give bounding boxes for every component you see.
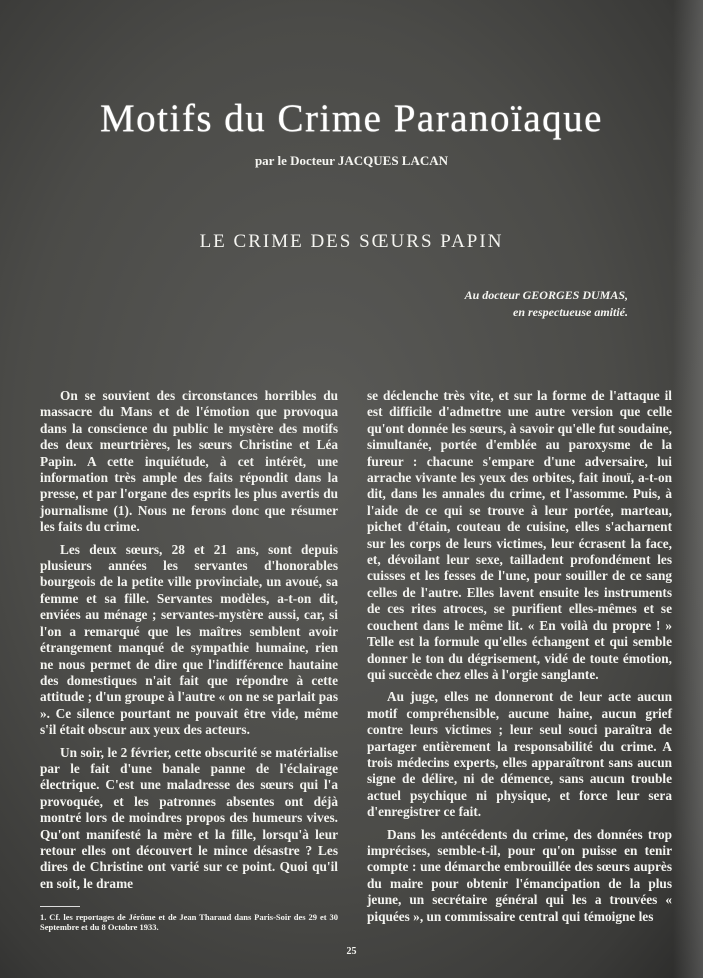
article-byline: par le Docteur JACQUES LACAN	[254, 153, 449, 168]
paragraph: On se souvient des circonstances horribles du massacre du Mans et de l'émotion que provoqua dans la conscience du public le mystère des motifs des deux meurtrières, les sœurs Christine et Léa Papin. A cette inquiétude, à cet intérêt, une information très ample des faits répondit dans la presse, et par l'organe des esprits les plus avertis du journalisme (1). Nous ne ferons donc que résumer les faits du crime.	[40, 388, 338, 535]
paragraph: Les deux sœurs, 28 et 21 ans, sont depuis plusieurs années les servantes d'honorables bourgeois de la petite ville provinciale, un avoué, sa femme et sa fille. Servantes modèles, a-t-on dit, enviées au ménage ; servantes-mystère aussi, car, si l'on a remarqué que les maîtres semblent avoir étrangement manqué de sympathie humaine, rien ne nous permet de dire que l'indifférence hautaine des domestiques n'ait fait que répondre à cette attitude ; d'un groupe à l'autre « on ne se parlait pas ». Ce silence pourtant ne pouvait être vide, même s'il était obscur aux yeux des acteurs.	[40, 541, 338, 738]
footnote: 1. Cf. les reportages de Jérôme et de Jean Tharaud dans Paris-Soir des 29 et 30 Septembre et du 8 Octobre 1933.	[40, 912, 338, 933]
paragraph: Dans les antécédents du crime, des données trop imprécises, semble-t-il, pour qu'on puisse en tenir compte : une démarche embrouillée des sœurs auprès du maire pour obtenir l'émancipation de la plus jeune, un secrétaire général qui les a trouvées « piquées », un commissaire central qui témoigne les	[367, 826, 672, 924]
right-column	[367, 388, 672, 931]
article-title: Motifs du Crime Paranoïaque	[100, 97, 603, 140]
columns	[0, 388, 703, 932]
paragraph: Au juge, elles ne donneront de leur acte aucun motif compréhensible, aucune haine, aucun grief contre leurs victimes ; leur seul souci paraîtra de partager entièrement la responsabilité du crime. A trois médecins experts, elles apparaîtront sans aucun signe de délire, ni de démence, sans aucun trouble actuel psychique ni physique, et force leur sera d'enregistrer ce fait.	[367, 689, 672, 820]
article-subtitle: LE CRIME DES SŒURS PAPIN	[199, 231, 504, 252]
footnote-divider	[40, 906, 80, 907]
dedication-line: en respectueuse amitié.	[513, 305, 628, 319]
paragraph: Un soir, le 2 février, cette obscurité se matérialise par le fait d'une banale panne de l'éclairage électrique. C'est une maladresse des sœurs qui l'a provoquée, et les patronnes absentes ont déjà montré lors de moindres propos des humeurs vives. Qu'ont manifesté la mère et la fille, lorsqu'à leur retour elles ont découvert le mince désastre ? Les dires de Christine ont varié sur ce point. Quoi qu'il en soit, le drame	[40, 744, 338, 891]
left-column	[40, 388, 338, 932]
paragraph: se déclenche très vite, et sur la forme de l'attaque il est difficile d'admettre une autre version que celle qu'ont donnée les sœurs, à savoir qu'elle fut soudaine, simultanée, portée d'emblée au paroxysme de la fureur : chacune s'empare d'une adversaire, lui arrache vivante les yeux des orbites, fait inouï, a-t-on dit, dans les annales du crime, et l'assomme. Puis, à l'aide de ce qui se trouve à leur portée, marteau, pichet d'étain, couteau de cuisine, elles s'acharnent sur les corps de leurs victimes, leur écrasent la face, et, dévoilant leur sexe, tailladent profondément les cuisses et les fesses de l'une, pour souiller de ce sang celles de l'autre. Elles lavent ensuite les instruments de ces rites atroces, se purifient elles-mêmes et se couchent dans le même lit. « En voilà du propre ! » Telle est la formule qu'elles échangent et qui semble donner le ton du dégrisement, vidé de toute émotion, qui succède chez elles à l'orgie sanglante.	[367, 388, 672, 682]
dedication-line: Au docteur GEORGES DUMAS,	[464, 288, 628, 302]
page-number: 25	[346, 946, 357, 958]
